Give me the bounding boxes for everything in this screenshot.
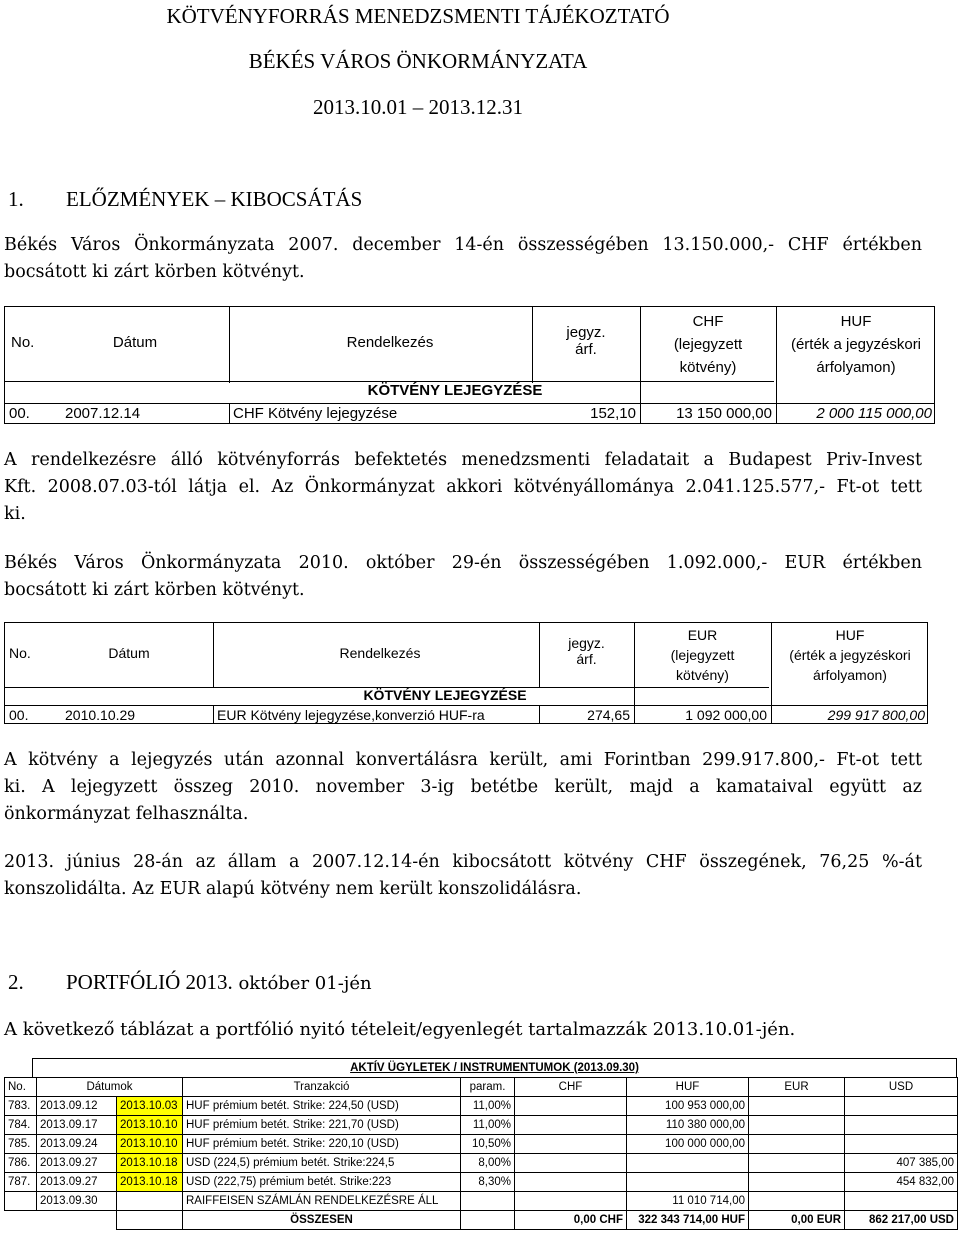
col-eur: [634, 625, 771, 685]
portfolio-cell: [627, 1154, 749, 1173]
portfolio-cell: USD (224,5) prémium betét. Strike:224,5: [183, 1154, 461, 1173]
paragraph-line: Békés Város Önkormányzata 2007. december 14-én összességében 13.150.000,- CHF értékben: [4, 235, 922, 255]
portfolio-cell: HUF prémium betét. Strike: 220,10 (USD): [183, 1135, 461, 1154]
period-title: 2013.10.01 – 2013.12.31: [313, 95, 523, 119]
paragraph-issuance-chf: [4, 232, 922, 286]
section-title-date: október 01-jén: [232, 973, 372, 994]
col-header: param.: [461, 1078, 515, 1097]
row-huf: 299 917 800,00: [827, 707, 925, 723]
portfolio-cell: 2013.10.18: [117, 1154, 183, 1173]
total-usd: 862 217,00 USD: [845, 1211, 958, 1230]
portfolio-cell: 785.: [5, 1135, 37, 1154]
portfolio-cell: [749, 1097, 845, 1116]
paragraph-line: bocsátott ki zárt körben kötvényt.: [4, 262, 305, 282]
portfolio-table: [4, 1058, 957, 1230]
paragraph-line: A következő táblázat a portfólió nyitó tételeit/egyenlegét tartalmazzák 2013.10.01-jén.: [4, 1019, 796, 1040]
portfolio-cell: 2013.09.12: [37, 1097, 117, 1116]
portfolio-cell: 783.: [5, 1097, 37, 1116]
document-title: KÖTVÉNYFORRÁS MENEDZSMENTI TÁJÉKOZTATÓ: [166, 4, 670, 28]
col-rate: [539, 635, 634, 667]
portfolio-cell: 784.: [5, 1116, 37, 1135]
paragraph-line: A rendelkezésre álló kötvényforrás befektetés menedzsmenti feladatait a Budapest Priv-Invest: [4, 450, 922, 470]
portfolio-cell: [627, 1173, 749, 1192]
portfolio-cell: 2013.09.27: [37, 1154, 117, 1173]
col-eur-label: EUR: [687, 627, 718, 643]
section-number: 1.: [8, 187, 24, 211]
paragraph-consolidation: [4, 849, 922, 903]
row-date: 2010.10.29: [65, 707, 136, 723]
col-huf-label: (érték a jegyzéskori: [789, 647, 911, 663]
col-huf-label: árfolyamon): [813, 667, 887, 683]
col-huf-label: HUF: [840, 313, 872, 330]
paragraph-line: ki.: [4, 504, 26, 524]
paragraph-issuance-eur: [4, 550, 922, 604]
portfolio-cell: [749, 1154, 845, 1173]
portfolio-cell: [749, 1173, 845, 1192]
portfolio-cell: 110 380 000,00: [627, 1116, 749, 1135]
col-huf: [771, 625, 929, 685]
col-rate-label: jegyz.: [566, 324, 606, 341]
col-huf: [776, 310, 936, 379]
paragraph-line: 2013. június 28-án az állam a 2007.12.14-én kibocsátott kötvény CHF összegének, 76,25 %-át: [4, 852, 922, 872]
total-label: ÖSSZESEN: [183, 1211, 461, 1230]
portfolio-cell: [5, 1192, 37, 1211]
col-rate-label: árf.: [575, 341, 597, 358]
col-header: Dátumok: [37, 1078, 183, 1097]
portfolio-cell: 786.: [5, 1154, 37, 1173]
col-provision: Rendelkezés: [346, 334, 434, 351]
portfolio-cell: 2013.10.18: [117, 1173, 183, 1192]
section-title: PORTFÓLIÓ 2013.: [66, 970, 233, 994]
portfolio-cell: 2013.10.10: [117, 1135, 183, 1154]
row-amount: 1 092 000,00: [685, 707, 767, 723]
portfolio-cell: 2013.09.24: [37, 1135, 117, 1154]
portfolio-row: [5, 1154, 958, 1173]
portfolio-cell: [845, 1192, 958, 1211]
col-no: No.: [9, 645, 31, 661]
paragraph-line: önkormányzat felhasználta.: [4, 804, 249, 824]
portfolio-row: [5, 1135, 958, 1154]
portfolio-cell: HUF prémium betét. Strike: 221,70 (USD): [183, 1116, 461, 1135]
col-no: No.: [11, 334, 35, 351]
portfolio-cell: [845, 1097, 958, 1116]
total-huf: 322 343 714,00 HUF: [627, 1211, 749, 1230]
portfolio-cell: RAIFFEISEN SZÁMLÁN RENDELKEZÉSRE ÁLL: [183, 1192, 461, 1211]
col-rate-label: árf.: [576, 651, 597, 667]
portfolio-cell: [515, 1173, 627, 1192]
row-amount: 13 150 000,00: [676, 405, 772, 422]
col-header: CHF: [515, 1078, 627, 1097]
portfolio-cell: 11,00%: [461, 1116, 515, 1135]
portfolio-cell: 2013.10.03: [117, 1097, 183, 1116]
eur-bond-table: [4, 622, 928, 724]
portfolio-cell: 2013.09.27: [37, 1173, 117, 1192]
total-chf: 0,00 CHF: [515, 1211, 627, 1230]
row-date: 2007.12.14: [65, 405, 141, 422]
portfolio-cell: [749, 1135, 845, 1154]
row-huf: 2 000 115 000,00: [816, 405, 932, 422]
portfolio-cell: 100 000 000,00: [627, 1135, 749, 1154]
paragraph-line: Kft. 2008.07.03-tól látja el. Az Önkormányzat akkori kötvényállománya 2.041.125.577,- Ft-ot tett: [4, 477, 922, 497]
portfolio-cell: 11,00%: [461, 1097, 515, 1116]
col-huf-label: (érték a jegyzéskori: [790, 336, 922, 353]
col-huf-label: árfolyamon): [816, 359, 896, 376]
portfolio-total-row: [5, 1211, 958, 1230]
row-provision: EUR Kötvény lejegyzése,konverzió HUF-ra: [217, 707, 485, 723]
portfolio-cell: [845, 1135, 958, 1154]
col-chf-label: (lejegyzett: [673, 336, 743, 353]
portfolio-row: [5, 1116, 958, 1135]
paragraph-manager: [4, 447, 922, 528]
portfolio-cell: [117, 1192, 183, 1211]
paragraph-line: bocsátott ki zárt körben kötvényt.: [4, 580, 305, 600]
col-eur-label: (lejegyzett: [670, 647, 735, 663]
row-rate: 274,65: [587, 707, 630, 723]
portfolio-row: [5, 1173, 958, 1192]
portfolio-cell: [515, 1097, 627, 1116]
portfolio-header-row: [5, 1078, 958, 1097]
portfolio-cell: 787.: [5, 1173, 37, 1192]
col-header: Tranzakció: [183, 1078, 461, 1097]
col-header: HUF: [627, 1078, 749, 1097]
row-no: 00.: [9, 707, 29, 723]
paragraph-portfolio-intro: [4, 1016, 922, 1043]
portfolio-cell: [461, 1192, 515, 1211]
col-header: No.: [5, 1078, 37, 1097]
section-title: ELŐZMÉNYEK – KIBOCSÁTÁS: [66, 187, 363, 211]
portfolio-cell: 10,50%: [461, 1135, 515, 1154]
paragraph-line: ki. A lejegyzett összeg 2010. november 3-ig betétbe került, majd a kamataival együtt az: [4, 777, 922, 797]
portfolio-caption: AKTÍV ÜGYLETEK / INSTRUMENTUMOK (2013.09.30): [32, 1058, 957, 1077]
portfolio-cell: [515, 1135, 627, 1154]
paragraph-line: A kötvény a lejegyzés után azonnal konvertálásra került, ami Forintban 299.917.800,- Ft-ot tett: [4, 750, 922, 770]
chf-bond-table: [4, 306, 935, 424]
portfolio-cell: USD (222,75) prémium betét. Strike:223: [183, 1173, 461, 1192]
paragraph-conversion: [4, 747, 922, 828]
section-2-heading: [8, 970, 372, 995]
col-huf-label: HUF: [835, 627, 865, 643]
row-provision: CHF Kötvény lejegyzése: [233, 405, 398, 422]
col-chf-label: CHF: [692, 313, 724, 330]
col-rate: [532, 324, 640, 358]
portfolio-cell: [749, 1192, 845, 1211]
col-date: Dátum: [108, 645, 150, 661]
portfolio-cell: 407 385,00: [845, 1154, 958, 1173]
portfolio-cell: 454 832,00: [845, 1173, 958, 1192]
portfolio-cell: [515, 1192, 627, 1211]
municipality-title: BÉKÉS VÁROS ÖNKORMÁNYZATA: [248, 49, 588, 73]
subheader-bond-issue: KÖTVÉNY LEJEGYZÉSE: [367, 382, 543, 399]
col-chf-label: kötvény): [679, 359, 737, 376]
portfolio-cell: [515, 1154, 627, 1173]
total-eur: 0,00 EUR: [749, 1211, 845, 1230]
paragraph-line: Békés Város Önkormányzata 2010. október 29-én összességében 1.092.000,- EUR értékben: [4, 553, 922, 573]
subheader-bond-issue: KÖTVÉNY LEJEGYZÉSE: [363, 687, 527, 703]
portfolio-cell: 11 010 714,00: [627, 1192, 749, 1211]
portfolio-row: [5, 1097, 958, 1116]
row-rate: 152,10: [590, 405, 636, 422]
col-header: EUR: [749, 1078, 845, 1097]
portfolio-cell: 2013.09.17: [37, 1116, 117, 1135]
portfolio-grid: [4, 1077, 958, 1230]
portfolio-cell: 2013.09.30: [37, 1192, 117, 1211]
section-1-heading: [8, 187, 362, 212]
portfolio-cell: HUF prémium betét. Strike: 224,50 (USD): [183, 1097, 461, 1116]
portfolio-cell: [749, 1116, 845, 1135]
portfolio-cell: 100 953 000,00: [627, 1097, 749, 1116]
portfolio-cell: [515, 1116, 627, 1135]
col-chf: [640, 310, 776, 379]
portfolio-cell: 8,00%: [461, 1154, 515, 1173]
portfolio-cell: [845, 1116, 958, 1135]
portfolio-row: [5, 1192, 958, 1211]
paragraph-line: konszolidálta. Az EUR alapú kötvény nem került konszolidálásra.: [4, 879, 582, 899]
col-eur-label: kötvény): [676, 667, 729, 683]
row-no: 00.: [9, 405, 30, 422]
portfolio-cell: 2013.10.10: [117, 1116, 183, 1135]
col-provision: Rendelkezés: [339, 645, 421, 661]
col-rate-label: jegyz.: [568, 635, 605, 651]
col-date: Dátum: [112, 334, 158, 351]
section-number: 2.: [8, 970, 24, 994]
col-header: USD: [845, 1078, 958, 1097]
portfolio-cell: 8,30%: [461, 1173, 515, 1192]
